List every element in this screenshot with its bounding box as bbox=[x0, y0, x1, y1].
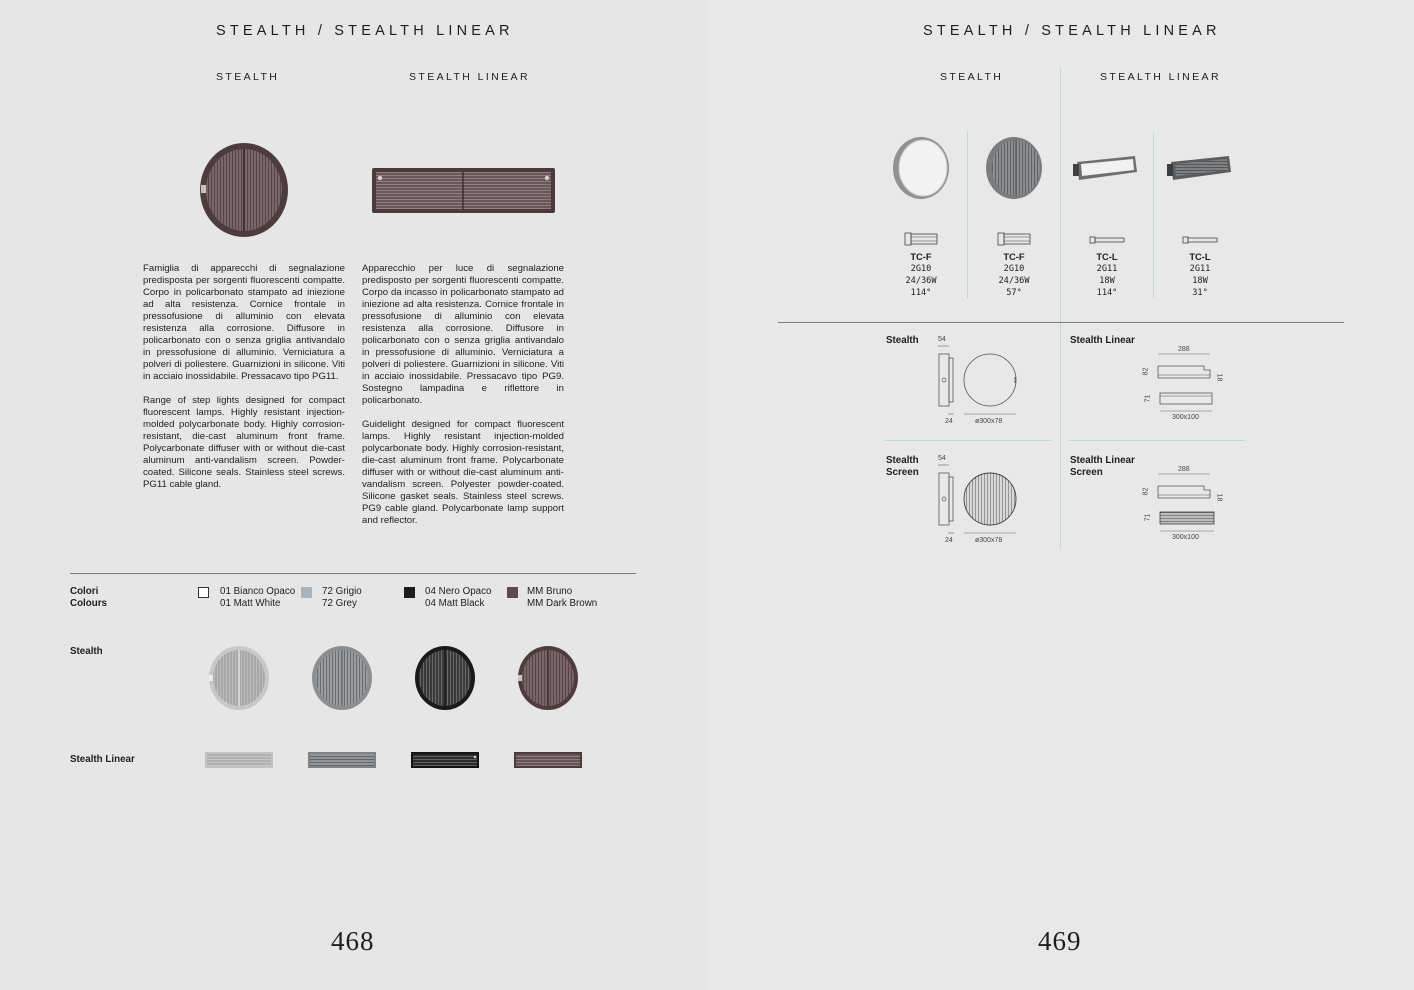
stealth-description bbox=[143, 263, 345, 503]
lamp-spec-4 bbox=[1170, 251, 1230, 299]
drawing-divider-left bbox=[885, 440, 1051, 441]
stealth-linear-grey-variant bbox=[308, 752, 376, 768]
stealth-linear-technical-drawing bbox=[1154, 352, 1216, 414]
colour-brown-it: MM Bruno bbox=[527, 586, 573, 597]
stealth-technical-drawing bbox=[935, 344, 1021, 416]
lamp-angle: 57° bbox=[1006, 288, 1022, 298]
colour-swatch-brown bbox=[507, 585, 518, 603]
lamp-type: TC-L bbox=[1189, 251, 1211, 262]
drawing-label-stealth-linear-screen bbox=[1070, 455, 1135, 479]
lamp-divider-2 bbox=[1153, 132, 1154, 298]
dim-linear-front: 71 bbox=[1144, 394, 1152, 403]
colours-label-it: Colori bbox=[70, 586, 99, 597]
lamp-power: 24/36W bbox=[905, 276, 937, 286]
drawing-label-stealth-screen-1: Stealth bbox=[886, 455, 919, 466]
lamp-angle: 114° bbox=[910, 288, 932, 298]
colour-swatch-white bbox=[198, 585, 209, 603]
drawing-label-stealth-screen bbox=[886, 455, 919, 479]
lamp-power: 18W bbox=[1192, 276, 1208, 286]
stealth-linear-description bbox=[362, 263, 564, 539]
stealth-linear-description-en: Guidelight designed for compact fluorescent lamps. Highly resistant injection-molded polycarbonate body. Highly corrosion-resistant, die-cast aluminum front frame. Polycarbonate diffuser with or without die-cast aluminum anti-vandalism screen. Polyester powder-coated. Silicone gasket seals. Stainless steel screws. PG9 cable gland. Polycarbonate lamp support and reflector. bbox=[362, 419, 564, 526]
page-number-right: 469 bbox=[1038, 926, 1082, 956]
brown-swatch-icon bbox=[507, 587, 518, 598]
dim-screen-depth: 54 bbox=[938, 455, 946, 462]
lamp-power: 18W bbox=[1099, 276, 1115, 286]
lamp-socket: 2G11 bbox=[1189, 264, 1211, 274]
stealth-linear-product-image bbox=[372, 168, 555, 213]
lamp-divider-1 bbox=[967, 132, 968, 298]
colour-brown-label bbox=[527, 586, 597, 610]
colour-white-label bbox=[220, 586, 295, 610]
page-title-right: STEALTH / STEALTH LINEAR bbox=[923, 23, 1221, 39]
colour-white-en: 01 Matt White bbox=[220, 598, 281, 609]
column-divider-top bbox=[1060, 68, 1061, 324]
colour-grey-it: 72 Grigio bbox=[322, 586, 362, 597]
stealth-white-variant bbox=[207, 645, 271, 711]
dim-stealth-frame: 24 bbox=[945, 418, 953, 425]
page-title-left: STEALTH / STEALTH LINEAR bbox=[216, 23, 514, 39]
dim-linear-screen-size: 300x100 bbox=[1172, 534, 1199, 541]
colour-black-it: 04 Nero Opaco bbox=[425, 586, 492, 597]
dim-screen-size: ø300x78 bbox=[975, 537, 1003, 544]
tc-f-lamp-icon bbox=[904, 232, 938, 246]
colours-label bbox=[70, 586, 107, 610]
drawing-label-stealth-screen-2: Screen bbox=[886, 467, 919, 478]
stealth-heading: STEALTH bbox=[216, 71, 280, 83]
drawing-label-linear-screen-2: Screen bbox=[1070, 467, 1103, 478]
lamp-socket: 2G10 bbox=[910, 264, 932, 274]
dim-linear-screen-front: 71 bbox=[1144, 513, 1152, 522]
dim-linear-size: 300x100 bbox=[1172, 414, 1199, 421]
stealth-screen-technical-drawing bbox=[935, 463, 1021, 535]
colour-swatch-black bbox=[404, 585, 415, 603]
colour-white-it: 01 Bianco Opaco bbox=[220, 586, 296, 597]
dim-linear-width: 288 bbox=[1178, 346, 1190, 353]
dim-screen-frame: 24 bbox=[945, 537, 953, 544]
grey-swatch-icon bbox=[301, 587, 312, 598]
dim-stealth-depth: 54 bbox=[938, 336, 946, 343]
stealth-brown-variant bbox=[516, 645, 580, 711]
white-swatch-icon bbox=[198, 587, 209, 598]
divider-left bbox=[70, 573, 636, 574]
stealth-linear-screen-image bbox=[1167, 154, 1233, 182]
tc-l-lamp-icon bbox=[1089, 236, 1125, 244]
stealth-linear-heading-right: STEALTH LINEAR bbox=[1100, 71, 1221, 83]
page-number-left: 468 bbox=[331, 926, 375, 956]
drawing-label-stealth-linear: Stealth Linear bbox=[1070, 335, 1135, 346]
tc-f-lamp-icon-2 bbox=[997, 232, 1031, 246]
stealth-linear-white-variant bbox=[205, 752, 273, 768]
stealth-grey-variant bbox=[310, 645, 374, 711]
tc-l-lamp-icon-2 bbox=[1182, 236, 1218, 244]
colour-black-label bbox=[425, 586, 491, 610]
dim-linear-screen-depth: 18 bbox=[1215, 493, 1223, 502]
stealth-linear-black-variant bbox=[411, 752, 479, 768]
colour-grey-en: 72 Grey bbox=[322, 598, 357, 609]
lamp-power: 24/36W bbox=[998, 276, 1030, 286]
colour-brown-en: MM Dark Brown bbox=[527, 598, 598, 609]
lamp-type: TC-F bbox=[910, 251, 932, 262]
lamp-spec-3 bbox=[1077, 251, 1137, 299]
drawing-label-stealth: Stealth bbox=[886, 335, 919, 346]
stealth-screen-image bbox=[985, 136, 1043, 200]
stealth-product-image bbox=[198, 140, 290, 238]
dim-stealth-size: ø300x78 bbox=[975, 418, 1003, 425]
row-label-stealth-linear: Stealth Linear bbox=[70, 754, 135, 765]
row-label-stealth: Stealth bbox=[70, 646, 103, 657]
dim-linear-screen-height: 82 bbox=[1142, 487, 1150, 496]
stealth-linear-heading: STEALTH LINEAR bbox=[409, 71, 530, 83]
stealth-description-en: Range of step lights designed for compact fluorescent lamps. Highly resistant injection-molded polycarbonate body. Highly corrosion-resistant, die-cast aluminum front frame. Polycarbonate diffuser with or without die-cast aluminum anti-vandalism screen. Powder-coated. Silicone seals. Stainless steel screws. PG11 cable gland. bbox=[143, 395, 345, 490]
stealth-heading-right: STEALTH bbox=[940, 71, 1004, 83]
stealth-description-it: Famiglia di apparecchi di segnalazione predisposta per sorgenti fluorescenti compatte. Corpo in policarbonato stampato ad iniezione ad alta resistenza. Cornice frontale in pressofusione di alluminio con elevata resistenza alla corrosione. Diffusore in policarbonato con o senza griglia antivandalo in pressofusione di alluminio. Verniciatura a polveri di poliestere. Guarnizioni in silicone. Viti in acciaio inossidabile. Pressacavo tipo PG11. bbox=[143, 263, 345, 382]
lamp-spec-1 bbox=[891, 251, 951, 299]
lamp-angle: 114° bbox=[1096, 288, 1118, 298]
stealth-black-variant bbox=[413, 645, 477, 711]
right-page bbox=[707, 0, 1414, 990]
dim-linear-height: 82 bbox=[1142, 367, 1150, 376]
column-divider-bottom bbox=[1060, 323, 1061, 549]
stealth-linear-screen-technical-drawing bbox=[1154, 472, 1216, 534]
drawing-divider-right bbox=[1069, 440, 1245, 441]
lamp-type: TC-F bbox=[1003, 251, 1025, 262]
black-swatch-icon bbox=[404, 587, 415, 598]
stealth-linear-brown-variant bbox=[514, 752, 582, 768]
lamp-type: TC-L bbox=[1096, 251, 1118, 262]
stealth-opal-image bbox=[892, 136, 950, 200]
lamp-spec-2 bbox=[984, 251, 1044, 299]
lamp-angle: 31° bbox=[1192, 288, 1208, 298]
drawing-label-linear-screen-1: Stealth Linear bbox=[1070, 455, 1135, 466]
dim-linear-depth: 18 bbox=[1215, 373, 1223, 382]
colour-black-en: 04 Matt Black bbox=[425, 598, 485, 609]
stealth-linear-description-it: Apparecchio per luce di segnalazione predisposto per sorgenti fluorescenti compatte. Corpo da incasso in policarbonato stampato ad iniezione ad alta resistenza. Cornice frontale in pressofusione di alluminio con elevata resistenza alla corrosione. Diffusore in policarbonato con o senza griglia antivandalo in pressofusione di alluminio. Verniciatura a polveri di poliestere. Guarnizioni in silicone. Viti in acciaio inossidabile. Pressacavo tipo PG9. Sostegno lampadina e riflettore in policarbonato. bbox=[362, 263, 564, 406]
colour-grey-label bbox=[322, 586, 362, 610]
colour-swatch-grey bbox=[301, 585, 312, 603]
dim-linear-screen-width: 288 bbox=[1178, 466, 1190, 473]
stealth-linear-opal-image bbox=[1073, 154, 1139, 182]
divider-right bbox=[778, 322, 1344, 323]
lamp-socket: 2G11 bbox=[1096, 264, 1118, 274]
colours-label-en: Colours bbox=[70, 598, 108, 609]
lamp-socket: 2G10 bbox=[1003, 264, 1025, 274]
